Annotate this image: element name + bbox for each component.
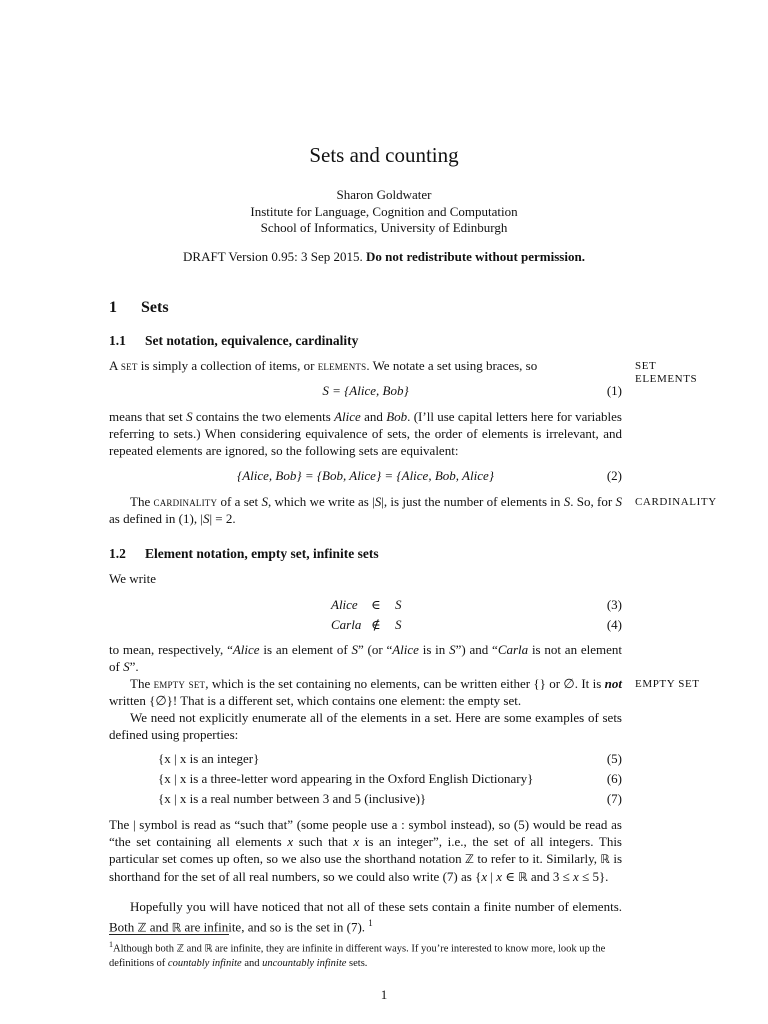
draft-version: DRAFT Version 0.95: 3 Sep 2015.: [183, 249, 363, 264]
equation-number: (3): [606, 597, 622, 612]
draft-notice: [0, 248, 768, 265]
equation-4: [109, 616, 622, 633]
equation-number: (1): [606, 383, 622, 398]
draft-warning: Do not redistribute without permission.: [366, 249, 585, 264]
subsection-number: 1.1: [109, 333, 126, 348]
set-expression: {x | x is an integer}: [158, 751, 260, 766]
margin-note-elements: ELEMENTS: [635, 373, 698, 385]
subsection-title: Set notation, equivalence, cardinality: [145, 333, 359, 348]
paragraph-such-that: The | symbol is read as “such that” (some people use a : symbol instead), so (5) would be read as “the set containing all elements x such that x is an integer”, i.e., the set of all integers. This particular set comes up often, so we also use the shorthand notation ℤ to refer to it. Similarly, ℝ is shorthand for the set of all real numbers, so we could also write (7) as {x | x ∈ ℝ and 3 ≤ x ≤ 5}.: [109, 817, 622, 884]
eq-right: S: [395, 597, 402, 612]
eq-operator: ∉: [371, 617, 381, 632]
subsection-number: 1.2: [109, 546, 126, 561]
equation-expression: {Alice, Bob} = {Bob, Alice} = {Alice, Bob, Alice}: [237, 468, 494, 483]
subsection-title: Element notation, empty set, infinite sets: [145, 546, 379, 561]
set-expression: {x | x is a three-letter word appearing in the Oxford English Dictionary}: [158, 771, 534, 786]
subsection-heading-1-2: [109, 545, 379, 562]
equation-expression: S = {Alice, Bob}: [322, 383, 409, 398]
section-title: Sets: [141, 299, 169, 316]
footnote: $^1$Although both ℤ and ℝ are infinite, they are infinite in different ways. If you’re interested to know more, look up the definitions of countably infinite and uncountably infinite sets.: [109, 940, 606, 969]
set-definition-6: [158, 770, 622, 787]
equation-number: (6): [606, 771, 622, 786]
set-expression: {x | x is a real number between 3 and 5 (inclusive)}: [158, 791, 427, 806]
footnote-mark[interactable]: 1: [368, 918, 373, 928]
margin-note-cardinality: CARDINALITY: [635, 496, 717, 508]
affiliation-2: School of Informatics, University of Edinburgh: [260, 220, 508, 235]
subsection-heading-1-1: [109, 332, 358, 349]
eq-left: Alice: [331, 597, 358, 612]
paragraph-cardinality: The cardinality of a set S, which we write as |S|, is just the number of elements in S. So, for S as defined in (1), |S| = 2.: [109, 494, 623, 526]
equation-2: [109, 467, 622, 484]
equation-1: [109, 382, 622, 399]
equation-number: (2): [606, 468, 622, 483]
set-definition-5: [158, 750, 622, 767]
section-heading: [109, 298, 169, 318]
margin-note-empty-set: EMPTY SET: [635, 678, 700, 690]
paragraph-equivalence: means that set S contains the two elements Alice and Bob. (I’ll use capital letters here for variables referring to sets.) When considering equivalence of sets, the order of elements is irrelevant, and repeated elements are ignored, so the following sets are equivalent:: [109, 409, 622, 458]
equation-number: (5): [606, 751, 622, 766]
eq-right: S: [395, 617, 402, 632]
affiliation-1: Institute for Language, Cognition and Computation: [250, 204, 518, 219]
page-number: 1: [380, 987, 388, 1002]
margin-note-set: SET: [635, 360, 657, 372]
equation-3: [109, 596, 622, 613]
equation-number: (7): [606, 791, 622, 806]
paragraph-empty-set: The empty set, which is the set containing no elements, can be written either {} or ∅. It is not written {∅}! That is a different set, which contains one element: the empty set.: [109, 676, 622, 708]
paragraph-membership: to mean, respectively, “Alice is an element of S” (or “Alice is in S”) and “Carla is not an element of S”.: [109, 642, 623, 674]
section-number: 1: [109, 299, 117, 316]
we-write-text: We write: [109, 571, 156, 586]
eq-operator: ∈: [371, 597, 381, 612]
paragraph-set-definition: A set is simply a collection of items, or elements. We notate a set using braces, so: [109, 358, 538, 373]
paper-title: Sets and counting: [309, 143, 459, 167]
eq-left: Carla: [331, 617, 362, 632]
paragraph-properties: We need not explicitly enumerate all of the elements in a set. Here are some examples of sets defined using properties:: [109, 710, 622, 742]
footnote-rule: [109, 934, 229, 935]
set-definition-7: [158, 790, 622, 807]
paragraph-infinite: Hopefully you will have noticed that not all of these sets contain a finite number of elements. Both ℤ and ℝ are infinite, and so is the set in (7). $^1$: [109, 899, 622, 935]
author: Sharon Goldwater: [336, 187, 432, 202]
equation-number: (4): [606, 617, 622, 632]
